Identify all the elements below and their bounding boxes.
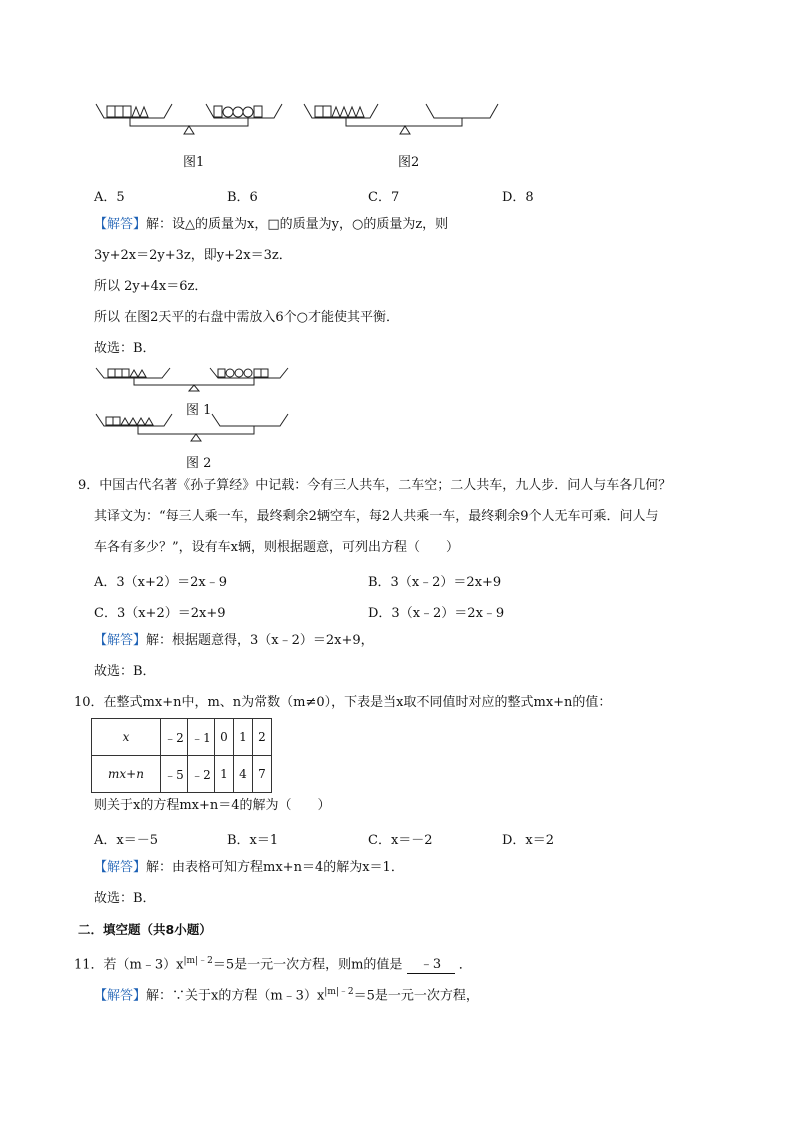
balance-figure-1 [94,98,284,140]
q9-option-d: D．3（x﹣2）＝2x﹣9 [368,606,505,621]
q8-answer-text-1: 解：设△的质量为x，□的质量为y，○的质量为z，则 [146,217,449,232]
figure-1-caption: 图1 [183,155,205,170]
q8-answer-line-1 [94,217,448,233]
q9-answer-text-1: 解：根据题意得，3（x﹣2）＝2x+9， [146,633,374,648]
balance-figure-1-small [94,364,290,392]
section-title: 二．填空题（共8小题） [78,922,212,937]
small-figure-2-caption: 图 2 [186,456,212,471]
q8-option-d: D．8 [502,190,534,205]
q10-answer-line-2: 故选：B． [94,891,156,906]
q10-value-table [91,718,272,793]
balance-figure-2-small [94,408,290,442]
q9-option-c: C．3（x+2）＝2x+9 [94,606,226,621]
q8-answer-line-4: 所以 在图2天平的右盘中需放入6个○才能使其平衡． [94,310,400,325]
q10-option-a: A．x＝－5 [94,833,158,848]
q8-option-b: B．6 [227,190,258,205]
figure-2-caption: 图2 [398,155,420,170]
q10-option-d: D．x＝2 [502,833,555,848]
table-cell: ﹣2 [188,756,215,793]
table-cell: 1 [215,756,234,793]
table-cell: ﹣2 [161,719,188,756]
q9-stem-line-1: 9．中国古代名著《孙子算经》中记载：今有三人共车，二车空；二人共车，九人步．问人与车各几何？ [78,478,672,493]
q11-exponent: |m|﹣2 [183,956,213,966]
q11-stem-end: ． [458,957,472,973]
balance-figure-2 [302,98,502,140]
q11-stem-prefix: 11．若（m﹣3）x [74,957,184,973]
table-cell: 1 [234,719,253,756]
table-row [92,719,272,756]
table-header-mx-n: mx+n [92,756,161,793]
answer-tag: 【解答】 [94,860,147,875]
q10-option-c: C．x＝－2 [368,833,433,848]
table-cell: 2 [253,719,272,756]
table-cell: ﹣5 [161,756,188,793]
q11-answer-prefix: 解：∵关于x的方程（m﹣3）x [146,988,325,1004]
q10-answer-line-1 [94,860,404,876]
q9-answer-line-2: 故选：B． [94,664,156,679]
table-cell: 4 [234,756,253,793]
q11-stem [74,953,472,974]
q8-option-c: C．7 [368,190,400,205]
q10-option-b: B．x＝1 [227,833,279,848]
q10-question: 则关于x的方程mx+n＝4的解为（ ） [94,798,331,813]
q9-stem-line-3: 车各有多少？”，设有车x辆，则根据题意，可列出方程（ ） [94,540,459,555]
q11-stem-mid: ＝5是一元一次方程，则m的值是 [212,957,403,973]
q11-answer-line-1 [94,984,479,1004]
table-cell: ﹣1 [188,719,215,756]
q8-answer-line-5: 故选：B． [94,341,156,356]
q8-answer-line-2: 3y+2x＝2y+3z，即y+2x＝3z． [94,248,292,263]
q11-answer-exponent: |m|﹣2 [324,987,354,997]
table-header-x: x [92,719,161,756]
q8-option-a: A．5 [94,190,125,205]
q11-answer-blank: ﹣3 [407,957,455,974]
q9-option-b: B．3（x﹣2）＝2x+9 [368,575,502,590]
q11-answer-end: ＝5是一元一次方程， [353,988,479,1004]
answer-tag: 【解答】 [94,988,147,1004]
q9-answer-line-1 [94,633,374,649]
q9-option-a: A．3（x+2）＝2x﹣9 [94,575,228,590]
q10-stem: 10．在整式mx+n中，m、n为常数（m≠0），下表是当x取不同值时对应的整式mx+n的值： [74,695,612,710]
q10-answer-text-1: 解：由表格可知方程mx+n＝4的解为x＝1． [146,860,404,875]
answer-tag: 【解答】 [94,217,147,232]
q9-stem-line-2: 其译文为：“每三人乘一车，最终剩余2辆空车，每2人共乘一车，最终剩余9个人无车可乘．问人与 [94,509,659,524]
small-figure-1-caption: 图 1 [186,403,212,418]
q8-answer-line-3: 所以 2y+4x＝6z． [94,279,208,294]
answer-tag: 【解答】 [94,633,147,648]
table-cell: 0 [215,719,234,756]
table-cell: 7 [253,756,272,793]
table-row [92,756,272,793]
